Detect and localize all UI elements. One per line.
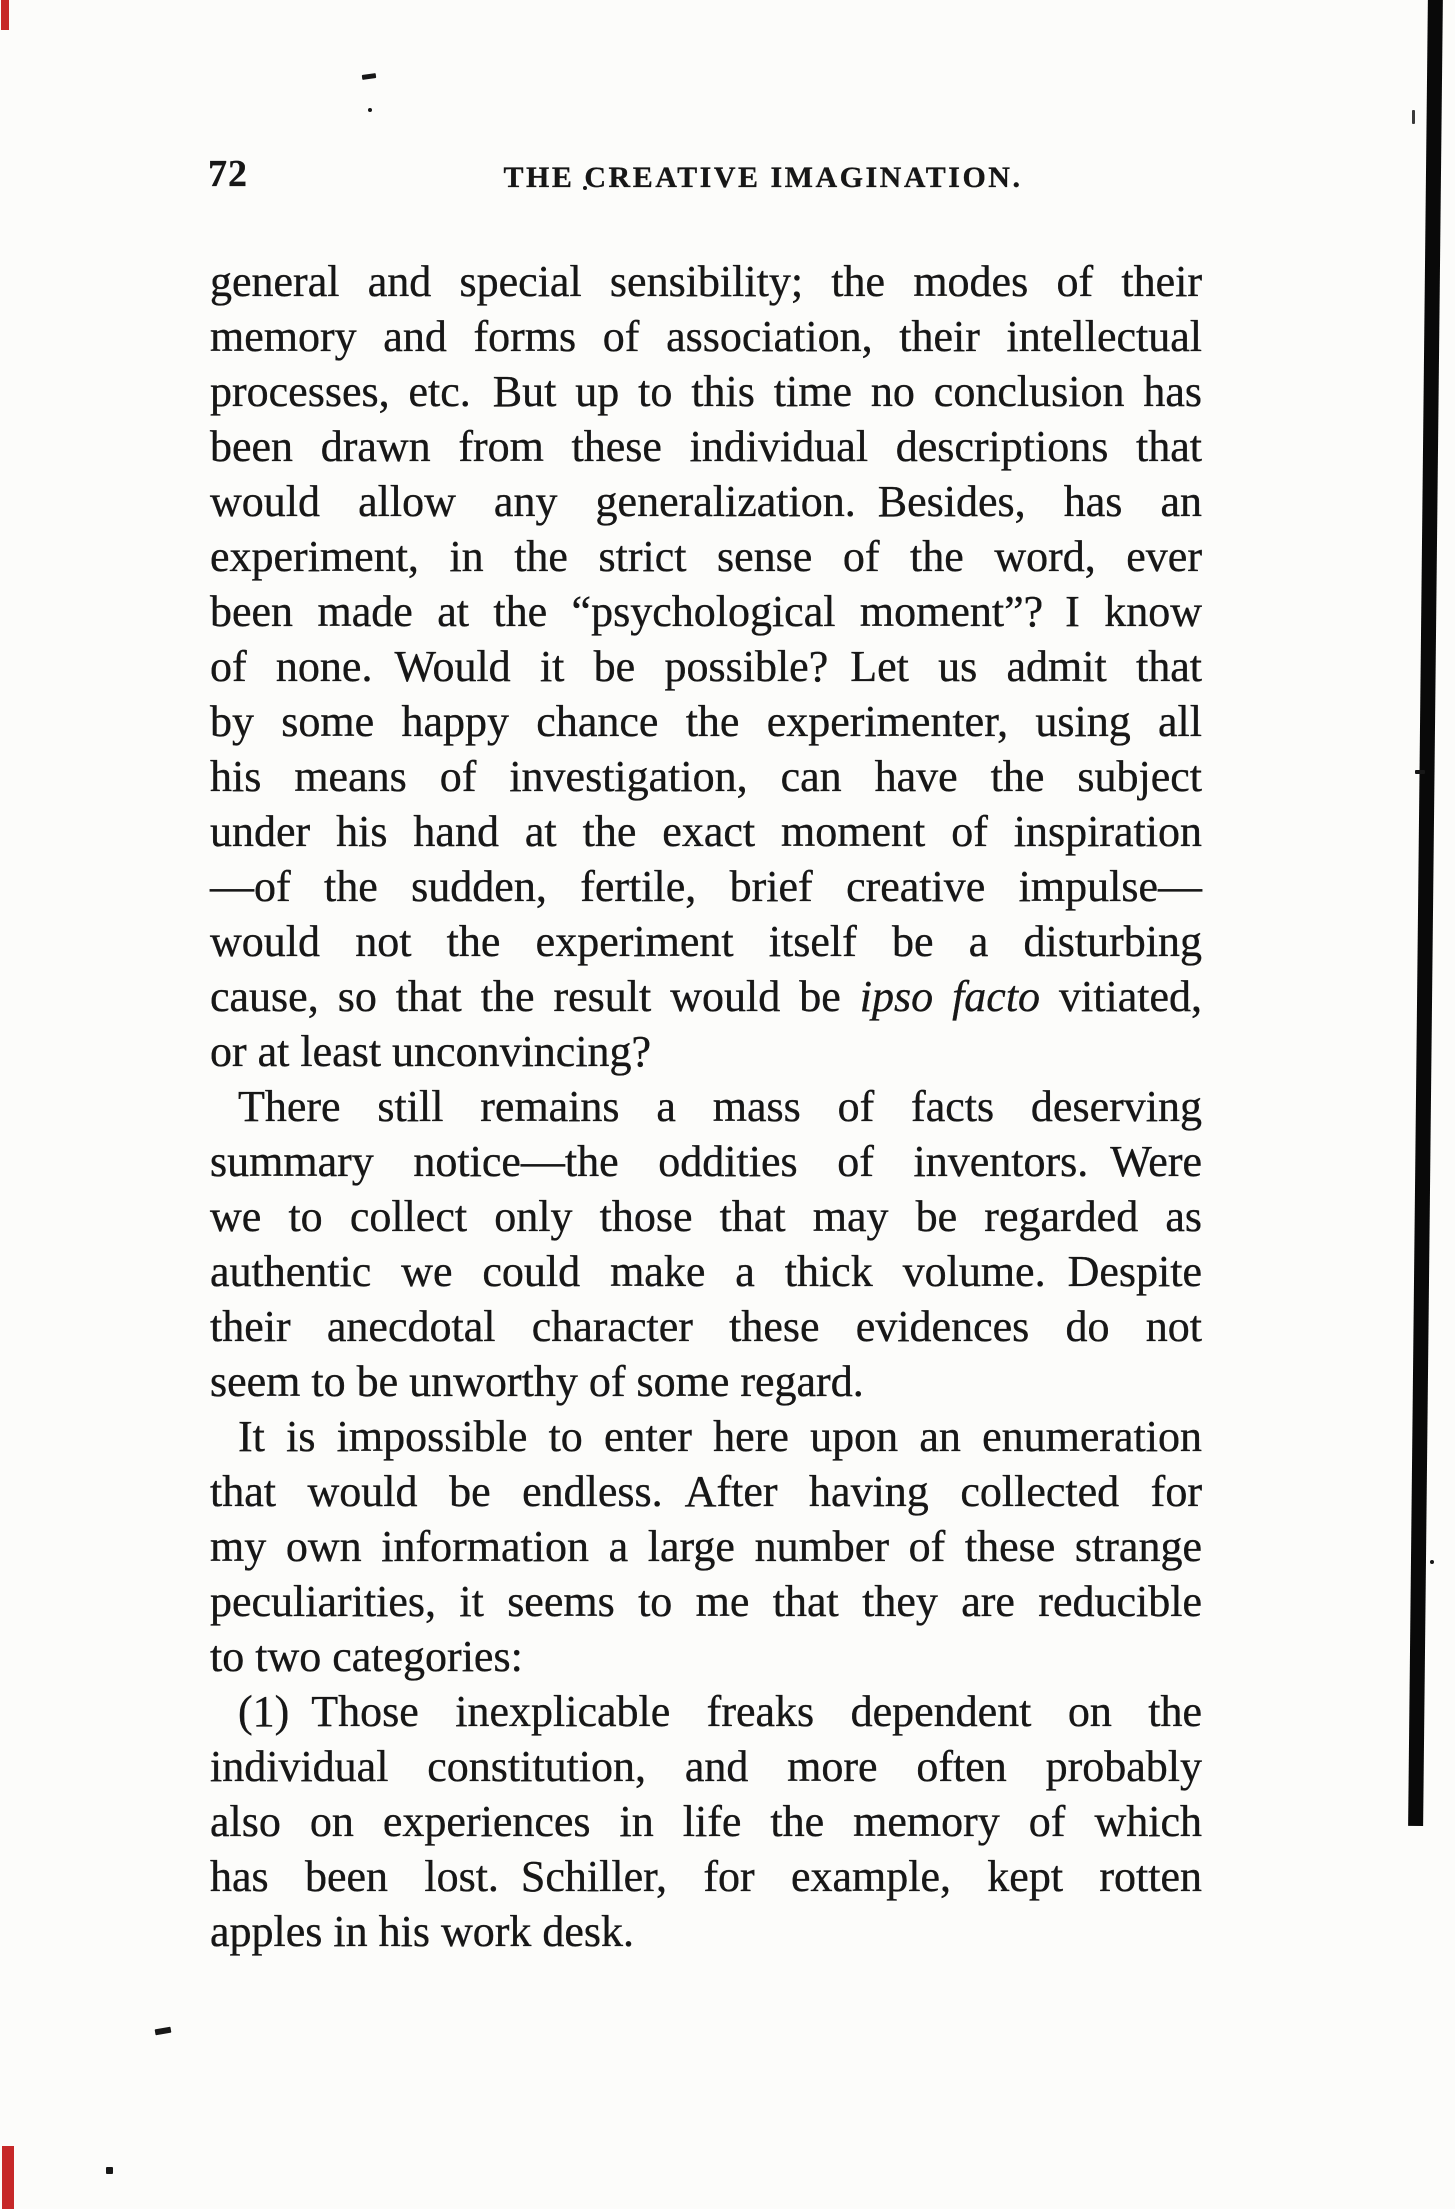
page-number: 72 <box>208 153 248 195</box>
ink-speck <box>106 2167 113 2174</box>
body-line-segment: cause, so that the result would be <box>210 972 860 1021</box>
body-line: been drawn from these individual descriptions that <box>210 422 1202 471</box>
body-line: been made at the “psychological moment”? I know <box>210 587 1202 636</box>
body-line: general and special sensibility; the modes of their <box>210 257 1202 306</box>
red-edge-mark-top <box>1 0 9 30</box>
body-line: my own information a large number of these strange <box>210 1522 1202 1571</box>
body-line: seem to be unworthy of some regard. <box>210 1357 864 1406</box>
ink-speck <box>362 73 377 80</box>
body-line: apples in his work desk. <box>210 1907 635 1956</box>
body-line: would allow any generalization. Besides, has an <box>210 477 1202 526</box>
ink-speck <box>1415 770 1425 774</box>
scan-gutter-shadow <box>1408 0 1443 1826</box>
running-header-title: THE CREATIVE IMAGINATION. <box>503 161 1023 194</box>
body-line: that would be endless. After having collected for <box>210 1467 1202 1516</box>
body-line: individual constitution, and more often probably <box>210 1742 1202 1791</box>
ink-speck <box>368 108 372 112</box>
body-line: peculiarities, it seems to me that they are reducible <box>210 1577 1202 1626</box>
body-line-italic-phrase: ipso facto <box>859 972 1041 1021</box>
body-line: we to collect only those that may be regarded as <box>210 1192 1202 1241</box>
body-line: also on experiences in life the memory of which <box>210 1797 1202 1846</box>
body-line: of none. Would it be possible? Let us admit that <box>210 642 1202 691</box>
body-line: memory and forms of association, their intellectual <box>210 312 1202 361</box>
body-line: to two categories: <box>210 1632 523 1681</box>
body-line: —of the sudden, fertile, brief creative impulse— <box>210 862 1202 911</box>
body-line-italic <box>210 969 1202 1024</box>
ink-speck <box>1412 110 1415 124</box>
body-line: summary notice—the oddities of inventors. Were <box>210 1137 1202 1186</box>
body-line: It is impossible to enter here upon an enumeration <box>238 1412 1202 1461</box>
body-text-block <box>210 254 1202 1959</box>
body-line: their anecdotal character these evidences do not <box>210 1302 1202 1351</box>
red-edge-mark-bottom <box>2 2146 14 2209</box>
body-line: processes, etc. But up to this time no conclusion has <box>210 367 1202 416</box>
body-line: authentic we could make a thick volume. Despite <box>210 1247 1202 1296</box>
body-line: or at least unconvincing? <box>210 1027 652 1076</box>
body-line: (1) Those inexplicable freaks dependent on the <box>238 1687 1202 1736</box>
body-line: by some happy chance the experimenter, using all <box>210 697 1202 746</box>
body-line: There still remains a mass of facts deserving <box>238 1082 1202 1131</box>
body-line: under his hand at the exact moment of inspiration <box>210 807 1202 856</box>
body-line: experiment, in the strict sense of the word, ever <box>210 532 1202 581</box>
body-line: would not the experiment itself be a disturbing <box>210 917 1202 966</box>
body-line: has been lost. Schiller, for example, kept rotten <box>210 1852 1202 1901</box>
ink-speck <box>1430 1560 1434 1564</box>
ink-speck <box>155 2027 172 2036</box>
body-line-segment: vitiated, <box>1040 972 1202 1021</box>
body-line: his means of investigation, can have the subject <box>210 752 1202 801</box>
